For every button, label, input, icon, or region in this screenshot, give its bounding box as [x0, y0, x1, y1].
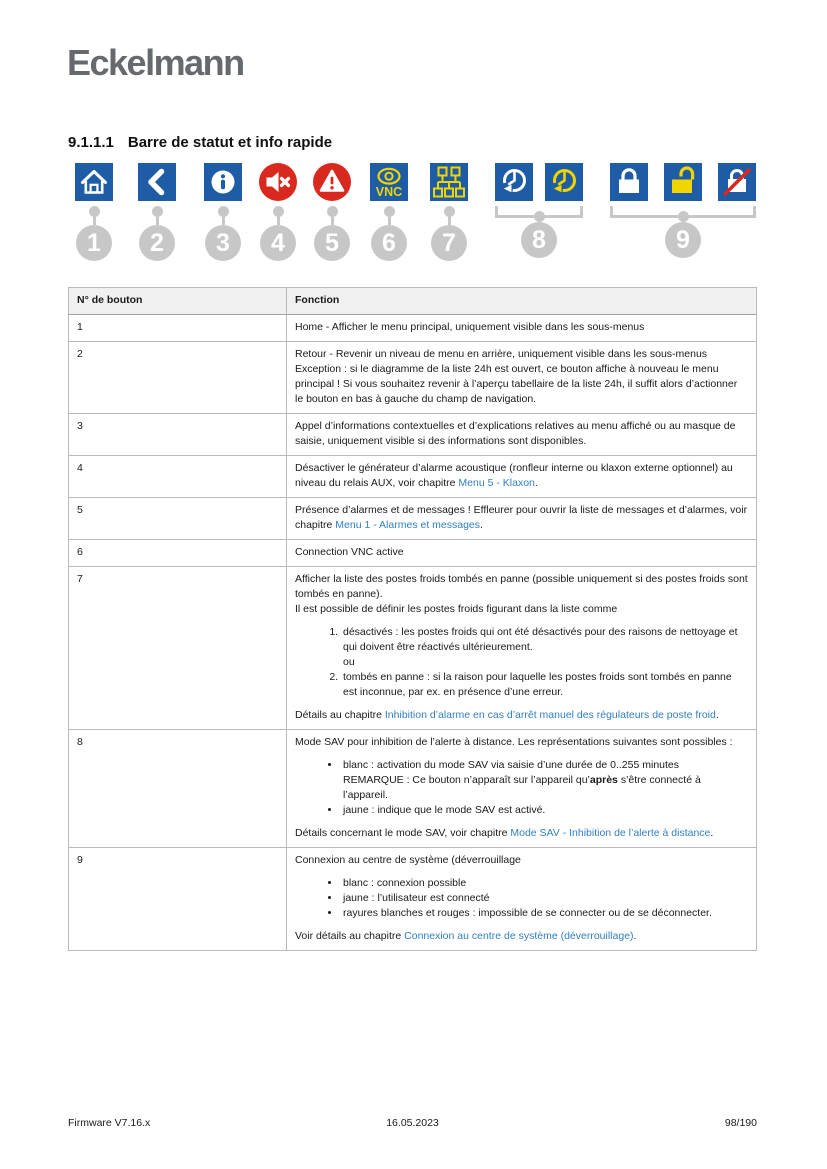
lock-open-yellow-icon: [664, 163, 702, 201]
icon-group-back: [138, 163, 176, 261]
status-bar-icon-strip: [75, 163, 756, 261]
function-cell: [287, 414, 757, 456]
alarm-message-icon: [313, 163, 351, 201]
table-header-row: [69, 288, 757, 315]
chapter-link[interactable]: Inhibition d’alarme en cas d’arrêt manuel des régulateurs de poste froid: [384, 709, 716, 721]
function-cell: [287, 848, 757, 951]
chapter-link[interactable]: Menu 1 - Alarmes et messages: [335, 519, 481, 531]
callout-number-2: 2: [139, 225, 175, 261]
function-table: [68, 287, 757, 951]
vnc-icon: [370, 163, 408, 201]
callout-number-4: 4: [260, 225, 296, 261]
callout-number-8: 8: [521, 222, 557, 258]
icon-group-info: [204, 163, 242, 261]
table-row: [69, 342, 757, 414]
section-heading: [68, 134, 332, 151]
numbered-list: [295, 625, 748, 700]
cell-paragraph: Détails au chapitre Inhibition d’alarme en cas d’arrêt manuel des régulateurs de poste froid.: [295, 709, 719, 721]
function-cell: [287, 342, 757, 414]
callout-dot: [444, 206, 455, 217]
table-row: [69, 730, 757, 848]
footer-page-number: 98/190: [724, 1117, 757, 1129]
function-table-body: [69, 315, 757, 951]
table-row: [69, 315, 757, 342]
cell-paragraph: Connexion au centre de système (déverrouillage: [295, 854, 521, 866]
header-function: Fonction: [287, 288, 757, 315]
callout-dot: [534, 211, 545, 222]
callout-dot: [218, 206, 229, 217]
function-cell: [287, 540, 757, 567]
callout-number-6: 6: [371, 225, 407, 261]
callout-stem: [331, 217, 334, 225]
callout-dot: [89, 206, 100, 217]
section-title: Barre de statut et info rapide: [127, 134, 333, 151]
callout-dot: [384, 206, 395, 217]
callout-dot: [327, 206, 338, 217]
bullet-list: [295, 876, 748, 921]
cell-paragraph: Appel d’informations contextuelles et d’explications relatives au menu affiché ou au masque de saisie, uniquement visible si des informations sont disponibles.: [295, 420, 736, 447]
cell-paragraph: Présence d’alarmes et de messages ! Effleurer pour ouvrir la liste de messages et d’alarmes, voir chapitre Menu 1 - Alarmes et messages.: [295, 504, 748, 531]
function-cell: [287, 315, 757, 342]
button-number-cell: 6: [69, 540, 287, 567]
header-button-number: N° de bouton: [69, 288, 287, 315]
callout-dot: [273, 206, 284, 217]
list-item: • jaune : indique que le mode SAV est activé.: [341, 803, 748, 818]
icon-group-mute: [259, 163, 297, 261]
bold-text: après: [589, 774, 618, 786]
cell-paragraph: Désactiver le générateur d’alarme acoustique (ronfleur interne ou klaxon externe optionnel) au niveau du relais AUX, voir chapitre Menu 5 - Klaxon.: [295, 462, 733, 489]
table-row: [69, 414, 757, 456]
icon-group-alarm: [313, 163, 351, 261]
list-item: • jaune : l’utilisateur est connecté: [341, 891, 748, 906]
callout-dot: [152, 206, 163, 217]
cell-paragraph: Mode SAV pour inhibition de l’alerte à distance. Les représentations suivantes sont possibles :: [295, 736, 733, 748]
info-icon: [204, 163, 242, 201]
button-number-cell: 1: [69, 315, 287, 342]
callout-dot: [678, 211, 689, 222]
cell-paragraph: Voir détails au chapitre Connexion au centre de système (déverrouillage).: [295, 930, 637, 942]
footer-firmware-version: Firmware V7.16.x: [68, 1117, 151, 1129]
list-item: 2. tombés en panne : si la raison pour laquelle les postes froids sont tombés en panne est inconnue, par ex. en présence d’une erreur.: [341, 670, 748, 700]
section-number: 9.1.1.1: [68, 134, 114, 151]
cell-paragraph: Retour - Revenir un niveau de menu en arrière, uniquement visible dans les sous-menus Exception : si le diagramme de la liste 24h est ouvert, ce bouton affiche à nouveau le menu principal ! Si vous souhaitez revenir à l’aperçu tabellaire de la liste 24h, il suffit alors d’actionner le bouton en bas à gauche du champ de navigation.: [295, 348, 738, 405]
failed-coldrooms-network-icon: [430, 163, 468, 201]
cell-paragraph: Détails concernant le mode SAV, voir chapitre Mode SAV - Inhibition de l’alerte à distance.: [295, 827, 714, 839]
cell-paragraph: Afficher la liste des postes froids tombés en panne (possible uniquement si des postes froids sont tombés en panne). Il est possible de définir les postes froids figurant dans la liste comme: [295, 573, 748, 615]
callout-stem: [277, 217, 280, 225]
sav-mode-active-yellow-icon: [545, 163, 583, 201]
sav-mode-white-icon: [495, 163, 533, 201]
cell-paragraph: Connection VNC active: [295, 546, 404, 558]
list-item: • blanc : activation du mode SAV via saisie d’une durée de 0..255 minutes REMARQUE : Ce bouton n’apparaît sur l’appareil qu’après s’être connecté à l’appareil.: [341, 758, 748, 803]
icon-group-sav-mode: [495, 163, 583, 258]
button-number-cell: 9: [69, 848, 287, 951]
function-cell: [287, 498, 757, 540]
home-icon: [75, 163, 113, 201]
list-item: • blanc : connexion possible: [341, 876, 748, 891]
icon-group-vnc: [370, 163, 408, 261]
chapter-link[interactable]: Menu 5 - Klaxon: [458, 477, 535, 489]
button-number-cell: 3: [69, 414, 287, 456]
function-cell: [287, 456, 757, 498]
lock-disabled-striped-icon: [718, 163, 756, 201]
button-number-cell: 8: [69, 730, 287, 848]
callout-stem: [156, 217, 159, 225]
callout-number-3: 3: [205, 225, 241, 261]
table-row: [69, 498, 757, 540]
chapter-link[interactable]: Connexion au centre de système (déverrouillage): [404, 930, 634, 942]
icon-group-login-lock: [610, 163, 756, 258]
footer-date: 16.05.2023: [386, 1117, 439, 1129]
cell-paragraph: Home - Afficher le menu principal, uniquement visible dans les sous-menus: [295, 321, 645, 333]
back-icon: [138, 163, 176, 201]
table-row: [69, 540, 757, 567]
function-cell: [287, 567, 757, 730]
callout-stem: [448, 217, 451, 225]
table-row: [69, 848, 757, 951]
callout-stem: [388, 217, 391, 225]
eckelmann-logo: Eckelmann: [67, 42, 244, 83]
mute-alarm-icon: [259, 163, 297, 201]
chapter-link[interactable]: Mode SAV - Inhibition de l’alerte à distance: [510, 827, 711, 839]
icon-group-network: [430, 163, 468, 261]
icon-group-home: [75, 163, 113, 261]
bullet-list: [295, 758, 748, 818]
button-number-cell: 2: [69, 342, 287, 414]
table-row: [69, 567, 757, 730]
button-number-cell: 4: [69, 456, 287, 498]
button-number-cell: 7: [69, 567, 287, 730]
list-item: • rayures blanches et rouges : impossible de se connecter ou de se déconnecter.: [341, 906, 748, 921]
callout-number-1: 1: [76, 225, 112, 261]
svg-text:VNC: VNC: [375, 185, 403, 199]
list-item: 1. désactivés : les postes froids qui ont été désactivés pour des raisons de nettoyage et qui doivent être réactivés ultérieurement. ou: [341, 625, 748, 670]
button-number-cell: 5: [69, 498, 287, 540]
callout-stem: [93, 217, 96, 225]
lock-closed-white-icon: [610, 163, 648, 201]
function-cell: [287, 730, 757, 848]
table-row: [69, 456, 757, 498]
callout-number-9: 9: [665, 222, 701, 258]
callout-stem: [222, 217, 225, 225]
callout-number-7: 7: [431, 225, 467, 261]
callout-number-5: 5: [314, 225, 350, 261]
